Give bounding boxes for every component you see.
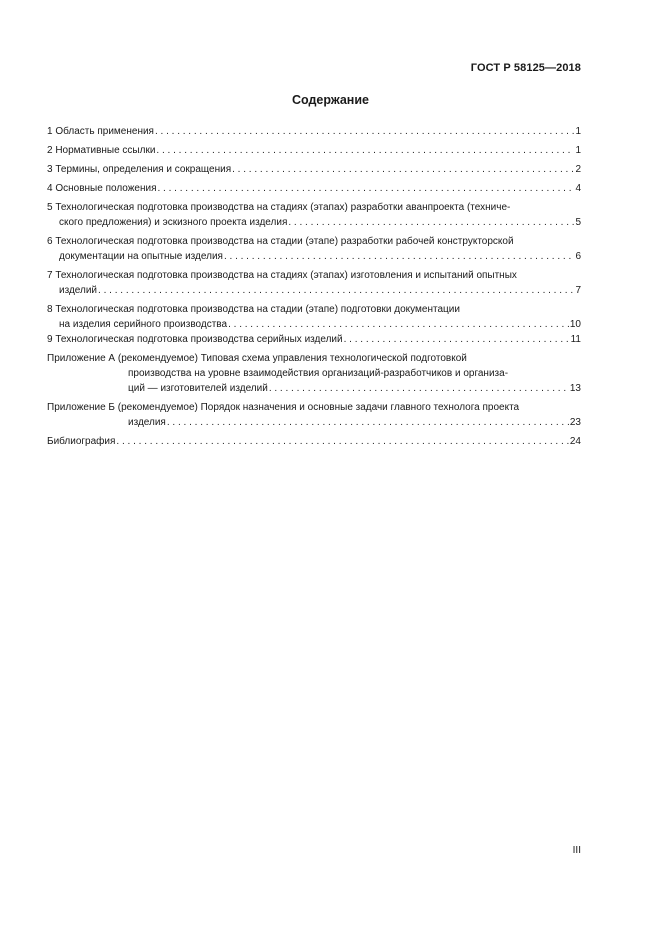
toc-entry-text: Библиография bbox=[47, 436, 116, 447]
toc-entry-page: 5 bbox=[575, 217, 581, 228]
page-number: III bbox=[572, 845, 581, 856]
toc-entry-text-continued: производства на уровне взаимодействия организаций-разработчиков и организа- bbox=[128, 368, 509, 379]
leader-dots bbox=[98, 283, 574, 298]
toc-entry-text: 7 Технологическая подготовка производства на стадиях (этапах) изготовления и испытаний опытных bbox=[47, 270, 517, 281]
toc-entry-page: 6 bbox=[575, 251, 581, 262]
toc-entry-3[interactable] bbox=[47, 162, 581, 177]
toc-entry-text-continued: ского предложения) и эскизного проекта изделия bbox=[59, 217, 288, 228]
toc-entry-page: 1 bbox=[575, 145, 581, 156]
leader-dots bbox=[156, 143, 574, 158]
toc-entry-text-continued: изделий bbox=[59, 285, 98, 296]
toc-entry-text: 2 Нормативные ссылки bbox=[47, 145, 156, 156]
leader-dots bbox=[232, 162, 574, 177]
leader-dots bbox=[158, 181, 575, 196]
toc-entry-page: 4 bbox=[575, 183, 581, 194]
toc-entry-appendix-a[interactable] bbox=[47, 351, 581, 396]
leader-dots bbox=[155, 124, 574, 139]
toc-title: Содержание bbox=[291, 93, 369, 107]
toc-entry-page: 23 bbox=[569, 417, 581, 428]
table-of-contents bbox=[47, 124, 581, 449]
toc-entry-text: 4 Основные положения bbox=[47, 183, 157, 194]
toc-entry-8[interactable] bbox=[47, 302, 581, 332]
toc-entry-page: 13 bbox=[569, 383, 581, 394]
toc-entry-2[interactable] bbox=[47, 143, 581, 158]
header-document-code: ГОСТ Р 58125—2018 bbox=[470, 62, 581, 74]
toc-entry-page: 1 bbox=[575, 126, 581, 137]
toc-entry-text: 9 Технологическая подготовка производства серийных изделий bbox=[47, 334, 343, 345]
toc-entry-text: 5 Технологическая подготовка производства на стадиях (этапах) разработки аванпроекта (техниче- bbox=[47, 202, 511, 213]
toc-entry-page: 11 bbox=[570, 334, 581, 345]
toc-entry-4[interactable] bbox=[47, 181, 581, 196]
toc-entry-page: 7 bbox=[575, 285, 581, 296]
toc-entry-text: 1 Область применения bbox=[47, 126, 154, 137]
toc-entry-text-continued: изделия bbox=[128, 417, 166, 428]
leader-dots bbox=[116, 434, 568, 449]
toc-entry-appendix-b[interactable] bbox=[47, 400, 581, 430]
toc-entry-text: 8 Технологическая подготовка производства на стадии (этапе) подготовки документации bbox=[47, 304, 460, 315]
toc-entry-page: 2 bbox=[575, 164, 581, 175]
leader-dots bbox=[224, 249, 574, 264]
toc-entry-bibliography[interactable] bbox=[47, 434, 581, 449]
toc-entry-7[interactable] bbox=[47, 268, 581, 298]
leader-dots bbox=[344, 332, 570, 347]
toc-entry-text: Приложение А (рекомендуемое) Типовая схема управления технологической подготовкой bbox=[47, 353, 467, 364]
toc-entry-1[interactable] bbox=[47, 124, 581, 139]
toc-entry-text-continued: ций — изготовителей изделий bbox=[128, 383, 268, 394]
toc-entry-page: 10 bbox=[569, 319, 581, 330]
leader-dots bbox=[167, 415, 569, 430]
toc-entry-9[interactable] bbox=[47, 332, 581, 347]
leader-dots bbox=[288, 215, 574, 230]
toc-entry-text-continued: на изделия серийного производства bbox=[59, 319, 228, 330]
leader-dots bbox=[228, 317, 569, 332]
toc-entry-5[interactable] bbox=[47, 200, 581, 230]
leader-dots bbox=[269, 381, 569, 396]
toc-entry-text-continued: документации на опытные изделия bbox=[59, 251, 223, 262]
toc-entry-text: 6 Технологическая подготовка производства на стадии (этапе) разработки рабочей конструкторской bbox=[47, 236, 514, 247]
toc-entry-page: 24 bbox=[569, 436, 581, 447]
toc-entry-text: 3 Термины, определения и сокращения bbox=[47, 164, 232, 175]
toc-entry-6[interactable] bbox=[47, 234, 581, 264]
toc-entry-text: Приложение Б (рекомендуемое) Порядок назначения и основные задачи главного технолога проекта bbox=[47, 402, 520, 413]
